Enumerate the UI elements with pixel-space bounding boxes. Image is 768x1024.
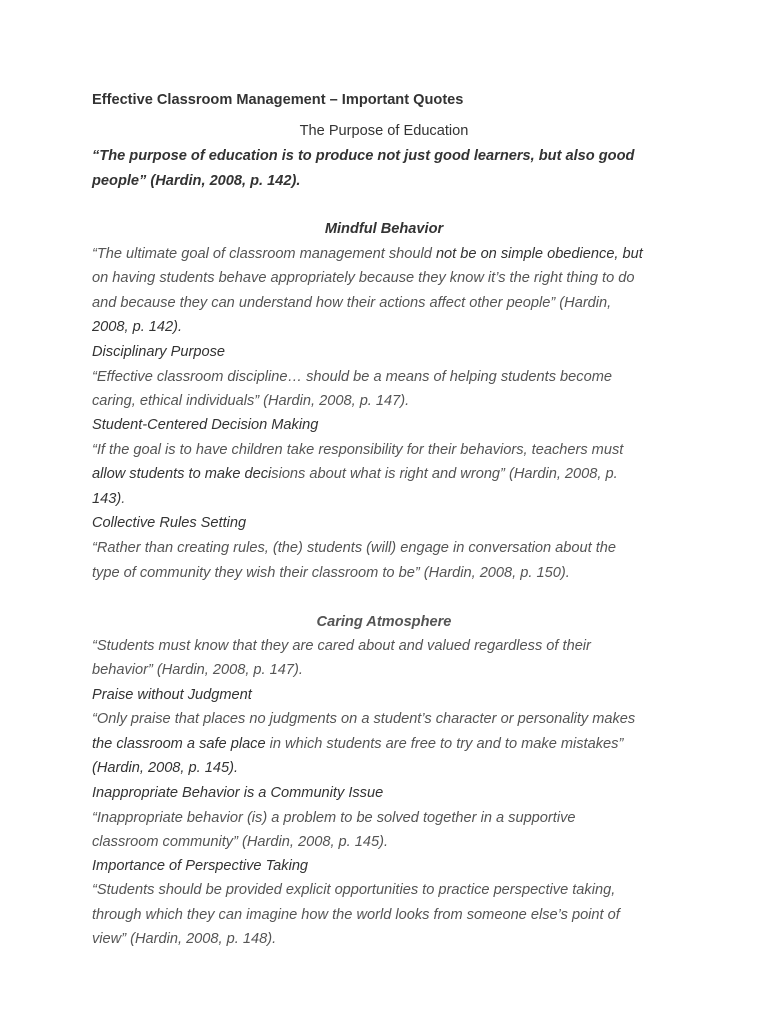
- purpose-heading: The Purpose of Education: [299, 123, 469, 139]
- mindful-quote-line-3: and because they can understand how their actions affect other people” (Hardin,: [92, 295, 612, 311]
- caring-quote-line-1: “Students must know that they are cared about and valued regardless of their: [92, 638, 591, 654]
- praise-quote-line-2: [92, 734, 623, 754]
- mindful-heading: Mindful Behavior: [324, 221, 444, 237]
- mindful-quote-line-1: [92, 244, 643, 264]
- inappropriate-quote-line-1: “Inappropriate behavior (is) a problem to be solved together in a supportive: [92, 810, 576, 826]
- mindful-quote-line-2: on having students behave appropriately because they know it’s the right thing to do: [92, 270, 635, 286]
- purpose-quote-line-1: “The purpose of education is to produce not just good learners, but also good: [92, 148, 635, 164]
- inappropriate-heading: Inappropriate Behavior is a Community Issue: [92, 785, 384, 801]
- praise-quote-line-2-b: in which students are free to try and to make mistakes”: [265, 736, 624, 752]
- inappropriate-quote-line-2: classroom community” (Hardin, 2008, p. 145).: [92, 834, 389, 850]
- praise-quote-line-1: “Only praise that places no judgments on a student’s character or personality makes: [92, 711, 636, 727]
- perspective-quote-line-3: view” (Hardin, 2008, p. 148).: [92, 931, 277, 947]
- perspective-heading: Importance of Perspective Taking: [92, 858, 309, 874]
- caring-quote-line-2: behavior” (Hardin, 2008, p. 147).: [92, 662, 303, 678]
- perspective-quote-line-2: through which they can imagine how the world looks from someone else’s point of: [92, 907, 620, 923]
- disciplinary-heading: Disciplinary Purpose: [92, 344, 226, 360]
- praise-quote-line-3: (Hardin, 2008, p. 145).: [92, 760, 239, 776]
- collective-quote-line-2: type of community they wish their classroom to be” (Hardin, 2008, p. 150).: [92, 565, 570, 581]
- praise-heading: Praise without Judgment: [92, 687, 252, 703]
- mindful-quote-line-1-a: “The ultimate goal of classroom management should: [92, 246, 436, 262]
- student-centered-heading: Student-Centered Decision Making: [92, 417, 319, 433]
- caring-heading: Caring Atmosphere: [316, 614, 452, 630]
- praise-quote-line-2-a: the classroom a safe place: [92, 736, 266, 752]
- disciplinary-quote-line-2: caring, ethical individuals” (Hardin, 2008, p. 147).: [92, 393, 410, 409]
- collective-heading: Collective Rules Setting: [92, 515, 247, 531]
- student-centered-quote-line-1: “If the goal is to have children take responsibility for their behaviors, teachers must: [92, 442, 624, 458]
- collective-quote-line-1: “Rather than creating rules, (the) students (will) engage in conversation about the: [92, 540, 617, 556]
- disciplinary-quote-line-1: “Effective classroom discipline… should be a means of helping students become: [92, 369, 612, 385]
- student-centered-quote-line-2: [92, 464, 618, 484]
- student-centered-quote-line-2-a: allow students to make deci: [92, 466, 272, 482]
- student-centered-quote-line-3: [92, 489, 125, 509]
- mindful-quote-line-1-b: not be on simple obedience, but: [435, 246, 643, 262]
- student-centered-quote-line-2-b: sions about what is right and wrong” (Hardin, 2008, p.: [271, 466, 618, 482]
- student-centered-quote-line-3-b: .: [121, 491, 126, 507]
- document-title: Effective Classroom Management – Important Quotes: [92, 92, 464, 108]
- purpose-quote-line-2: people” (Hardin, 2008, p. 142).: [92, 173, 301, 189]
- perspective-quote-line-1: “Students should be provided explicit opportunities to practice perspective taking,: [92, 882, 616, 898]
- mindful-quote-line-4: 2008, p. 142).: [92, 319, 183, 335]
- student-centered-quote-line-3-a: 143): [92, 491, 122, 507]
